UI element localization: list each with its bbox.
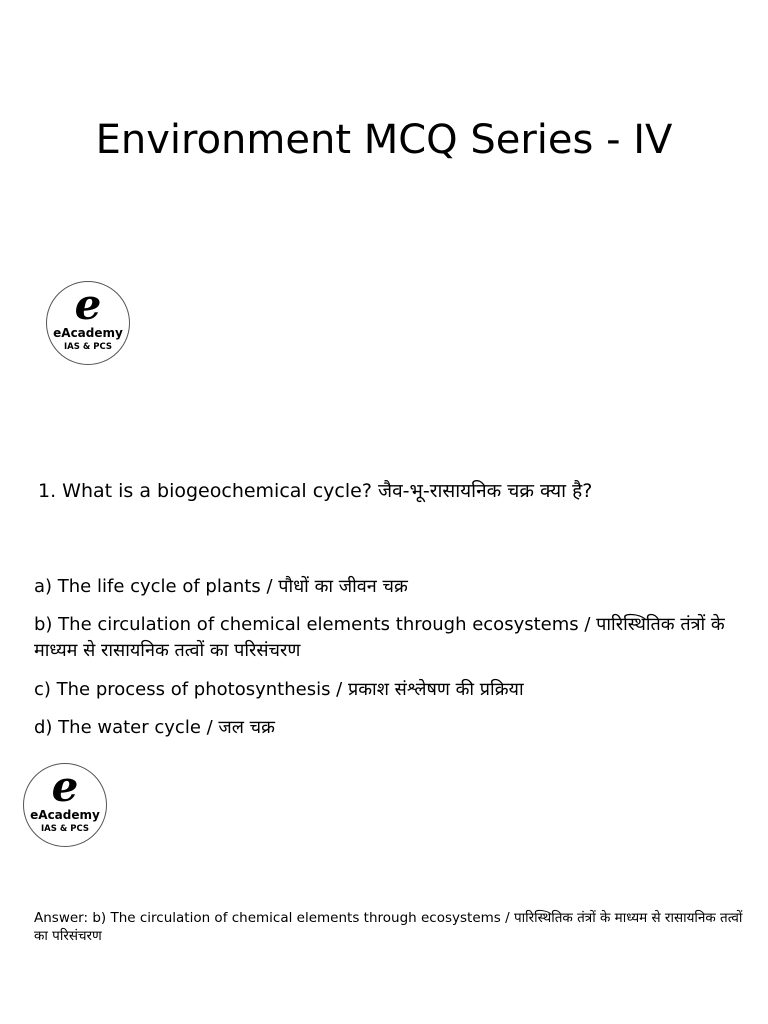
page-title: Environment MCQ Series - IV	[95, 117, 673, 163]
logo-e-glyph: e	[51, 762, 79, 811]
option-a: a) The life cycle of plants / पौधों का जीवन चक्र	[34, 576, 408, 597]
logo-subtitle: IAS & PCS	[64, 342, 112, 352]
eacademy-logo-secondary	[23, 763, 107, 847]
logo-subtitle: IAS & PCS	[41, 824, 89, 834]
option-d: d) The water cycle / जल चक्र	[34, 717, 275, 738]
logo-brand-text: eAcademy	[53, 326, 123, 340]
eacademy-logo	[46, 281, 130, 365]
option-c: c) The process of photosynthesis / प्रकाश संश्लेषण की प्रक्रिया	[34, 679, 524, 700]
option-b: b) The circulation of chemical elements through ecosystems / पारिस्थितिक तंत्रों के माध्यम से रासायनिक तत्वों का परिसंचरण	[34, 614, 725, 661]
logo-e-glyph: e	[74, 280, 102, 329]
logo-brand-text: eAcademy	[30, 808, 100, 822]
question-text: 1. What is a biogeochemical cycle? जैव-भू-रासायनिक चक्र क्या है?	[38, 480, 593, 502]
answer-text: Answer: b) The circulation of chemical elements through ecosystems / पारिस्थितिक तंत्रों के माध्यम से रासायनिक तत्वों का परिसंचरण	[34, 910, 743, 944]
